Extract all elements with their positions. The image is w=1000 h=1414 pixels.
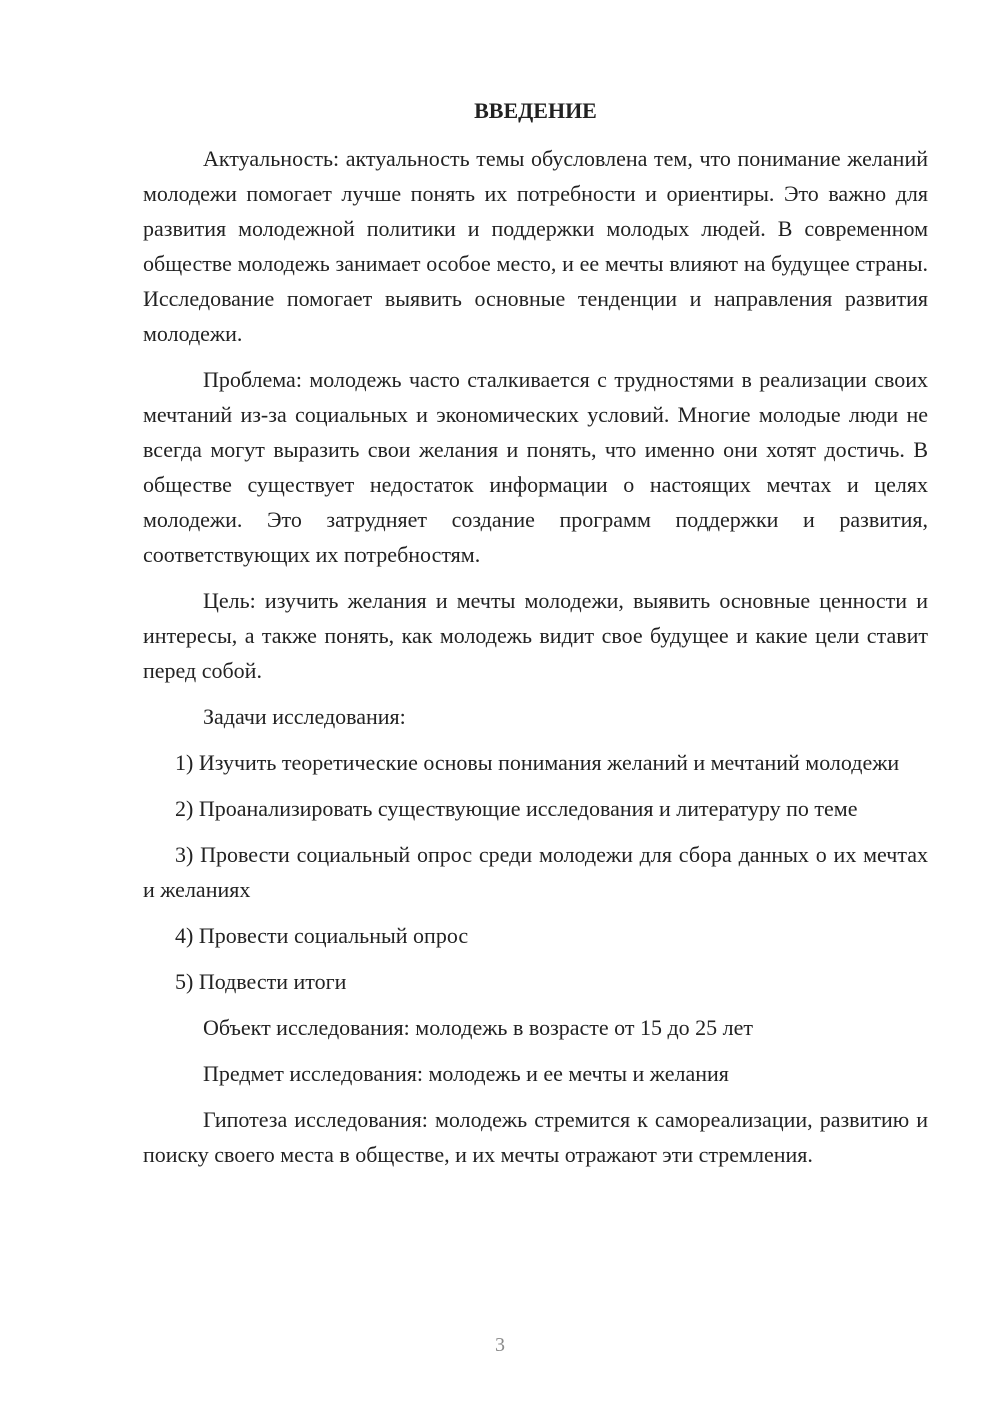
page-title: ВВЕДЕНИЕ	[474, 98, 597, 123]
task-item-5: 5) Подвести итоги	[175, 969, 347, 994]
task-item-3: 3) Провести социальный опрос среди молодежи для сбора данных о их мечтах и желаниях	[143, 842, 928, 902]
goal-paragraph: Цель: изучить желания и мечты молодежи, выявить основные ценности и интересы, а также понять, как молодежь видит свое будущее и какие цели ставит перед собой.	[143, 588, 928, 683]
research-subject: Предмет исследования: молодежь и ее мечты и желания	[203, 1061, 729, 1086]
research-hypothesis: Гипотеза исследования: молодежь стремится к самореализации, развитию и поиску своего места в обществе, и их мечты отражают эти стремления.	[143, 1107, 928, 1167]
tasks-heading: Задачи исследования:	[203, 704, 406, 729]
document-page	[143, 94, 928, 1183]
research-object: Объект исследования: молодежь в возрасте от 15 до 25 лет	[203, 1015, 754, 1040]
page-number: 3	[495, 1334, 505, 1356]
problem-paragraph: Проблема: молодежь часто сталкивается с трудностями в реализации своих мечтаний из-за социальных и экономических условий. Многие молодые люди не всегда могут выразить свои желания и понять, что именно они хотят достичь. В обществе существует недостаток информации о настоящих мечтах и целях молодежи. Это затрудняет создание программ поддержки и развития, соответствующих их потребностям.	[143, 367, 928, 567]
task-item-2: 2) Проанализировать существующие исследования и литературу по теме	[175, 796, 858, 821]
task-item-1: 1) Изучить теоретические основы понимания желаний и мечтаний молодежи	[175, 750, 900, 775]
relevance-paragraph: Актуальность: актуальность темы обусловлена тем, что понимание желаний молодежи помогает лучше понять их потребности и ориентиры. Это важно для развития молодежной политики и поддержки молодых людей. В современном обществе молодежь занимает особое место, и ее мечты влияют на будущее страны. Исследование помогает выявить основные тенденции и направления развития молодежи.	[143, 146, 928, 346]
task-item-4: 4) Провести социальный опрос	[175, 923, 469, 948]
